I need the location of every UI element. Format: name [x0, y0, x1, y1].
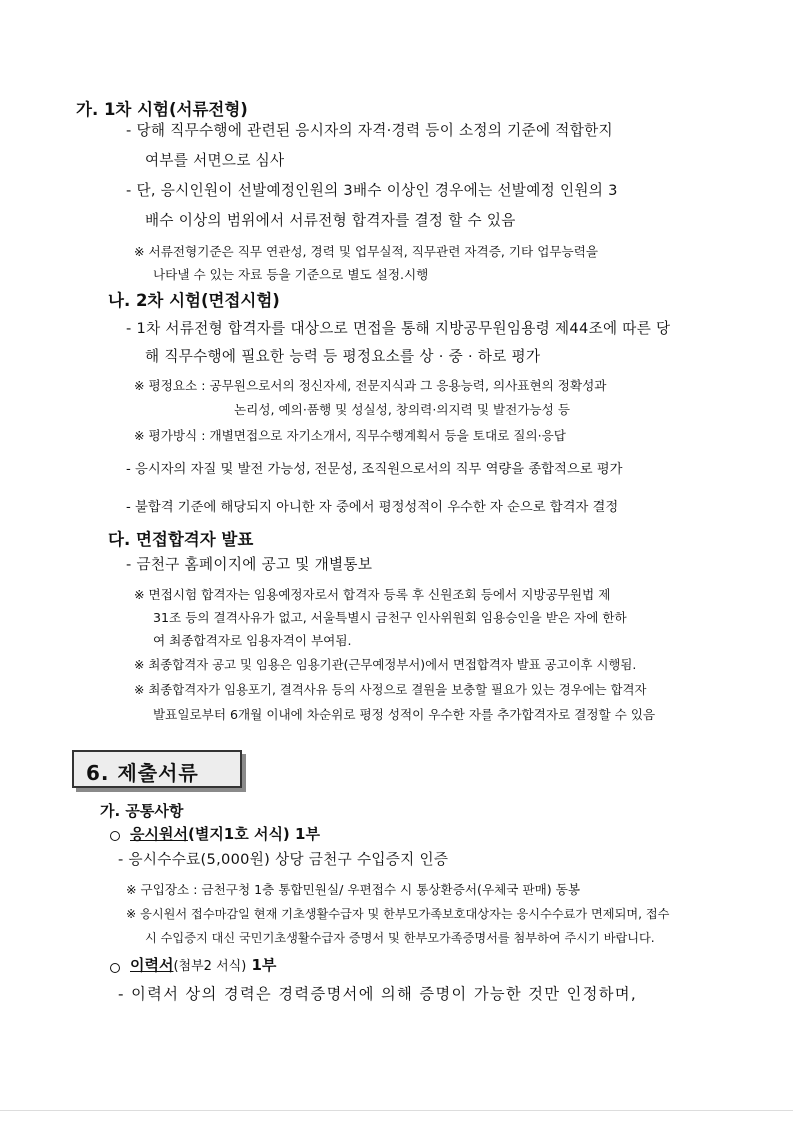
section-da-heading: 다. 면접합격자 발표	[108, 530, 254, 549]
section-da-note1-line1: ※ 면접시험 합격자는 임용예정자로서 합격자 등록 후 신원조회 등에서 지방공무원법 제	[134, 587, 611, 602]
item1-heading	[130, 825, 320, 843]
item1-bullet1: - 응시수수료(5,000원) 상당 금천구 수입증지 인증	[118, 851, 449, 868]
circle-bullet-icon	[110, 963, 120, 973]
item2-bullet1: - 이력서 상의 경력은 경력증명서에 의해 증명이 가능한 것만 인정하며,	[118, 985, 638, 1003]
item1-suffix: (별지1호 서식) 1부	[187, 825, 320, 843]
section-ga-bullet2-line1: - 단, 응시인원이 선발예정인원의 3배수 이상인 경우에는 선발예정 인원의 3	[126, 182, 618, 199]
section-ga-note-line2: 나타낼 수 있는 자료 등을 기준으로 별도 설정.시행	[153, 267, 429, 282]
section-ga-bullet2-line2: 배수 이상의 범위에서 서류전형 합격자를 결정 할 수 있음	[145, 212, 516, 229]
section-na-heading: 나. 2차 시험(면접시험)	[108, 291, 280, 310]
item1-note2-line2: 시 수입증지 대신 국민기초생활수급자 증명서 및 한부모가족증명서를 첨부하여 주시기 바랍니다.	[145, 931, 655, 945]
page-bottom-rule	[0, 1110, 793, 1111]
section-ga-bullet1-line1: - 당해 직무수행에 관련된 응시자의 자격·경력 등이 소정의 기준에 적합한지	[126, 122, 613, 139]
section-da-note2: ※ 최종합격자 공고 및 임용은 임용기관(근무예정부서)에서 면접합격자 발표 공고이후 시행됨.	[134, 657, 637, 672]
item2-suffix-small: (첨부2 서식)	[173, 959, 247, 974]
section-na-note1-line2: 논리성, 예의·품행 및 성실성, 창의력·의지력 및 발전가능성 등	[234, 402, 571, 417]
section-na-note2: ※ 평가방식 : 개별면접으로 자기소개서, 직무수행계획서 등을 토대로 질의·응답	[134, 428, 566, 443]
section-da-note1-line3: 여 최종합격자로 임용자격이 부여됨.	[153, 633, 352, 648]
section-da-note3-line2: 발표일로부터 6개월 이내에 차순위로 평정 성적이 우수한 자를 추가합격자로 결정할 수 있음	[153, 707, 656, 722]
section6-sub-heading: 가. 공통사항	[100, 802, 184, 820]
section-ga-note-line1: ※ 서류전형기준은 직무 연관성, 경력 및 업무실적, 직무관련 자격증, 기타 업무능력을	[134, 244, 599, 259]
section-da-note1-line2: 31조 등의 결격사유가 없고, 서울특별시 금천구 인사위원회 임용승인을 받은 자에 한하	[153, 610, 627, 625]
section-da-bullet1: - 금천구 홈페이지에 공고 및 개별통보	[126, 556, 373, 573]
item1-note2-line1: ※ 응시원서 접수마감일 현재 기초생활수급자 및 한부모가족보호대상자는 응시수수료가 면제되며, 접수	[126, 907, 670, 921]
item2-heading	[130, 956, 276, 975]
section-ga-bullet1-line2: 여부를 서면으로 심사	[145, 152, 285, 169]
section-na-bullet2: - 응시자의 자질 및 발전 가능성, 전문성, 조직원으로서의 직무 역량을 종합적으로 평가	[126, 462, 623, 477]
item2-title: 이력서	[130, 956, 174, 974]
section6-title: 6. 제출서류	[86, 761, 199, 785]
section-ga-heading: 가. 1차 시험(서류전형)	[76, 100, 248, 119]
section-na-bullet3: - 불합격 기준에 해당되지 아니한 자 중에서 평정성적이 우수한 자 순으로 합격자 결정	[126, 500, 619, 515]
circle-bullet-icon	[110, 831, 120, 841]
section-na-bullet1-line2: 해 직무수행에 필요한 능력 등 평정요소를 상 · 중 · 하로 평가	[145, 348, 541, 365]
item2-suffix: 1부	[246, 956, 277, 974]
item1-title: 응시원서	[130, 825, 188, 843]
section-na-note1-line1: ※ 평정요소 : 공무원으로서의 정신자세, 전문지식과 그 응용능력, 의사표현의 정확성과	[134, 378, 607, 393]
item1-note1: ※ 구입장소 : 금천구청 1층 통합민원실/ 우편접수 시 통상환증서(우체국 판매) 동봉	[126, 882, 581, 897]
section-na-bullet1-line1: - 1차 서류전형 합격자를 대상으로 면접을 통해 지방공무원임용령 제44조에 따른 당	[126, 320, 671, 337]
section-da-note3-line1: ※ 최종합격자가 임용포기, 결격사유 등의 사정으로 결원을 보충할 필요가 있는 경우에는 합격자	[134, 682, 647, 697]
